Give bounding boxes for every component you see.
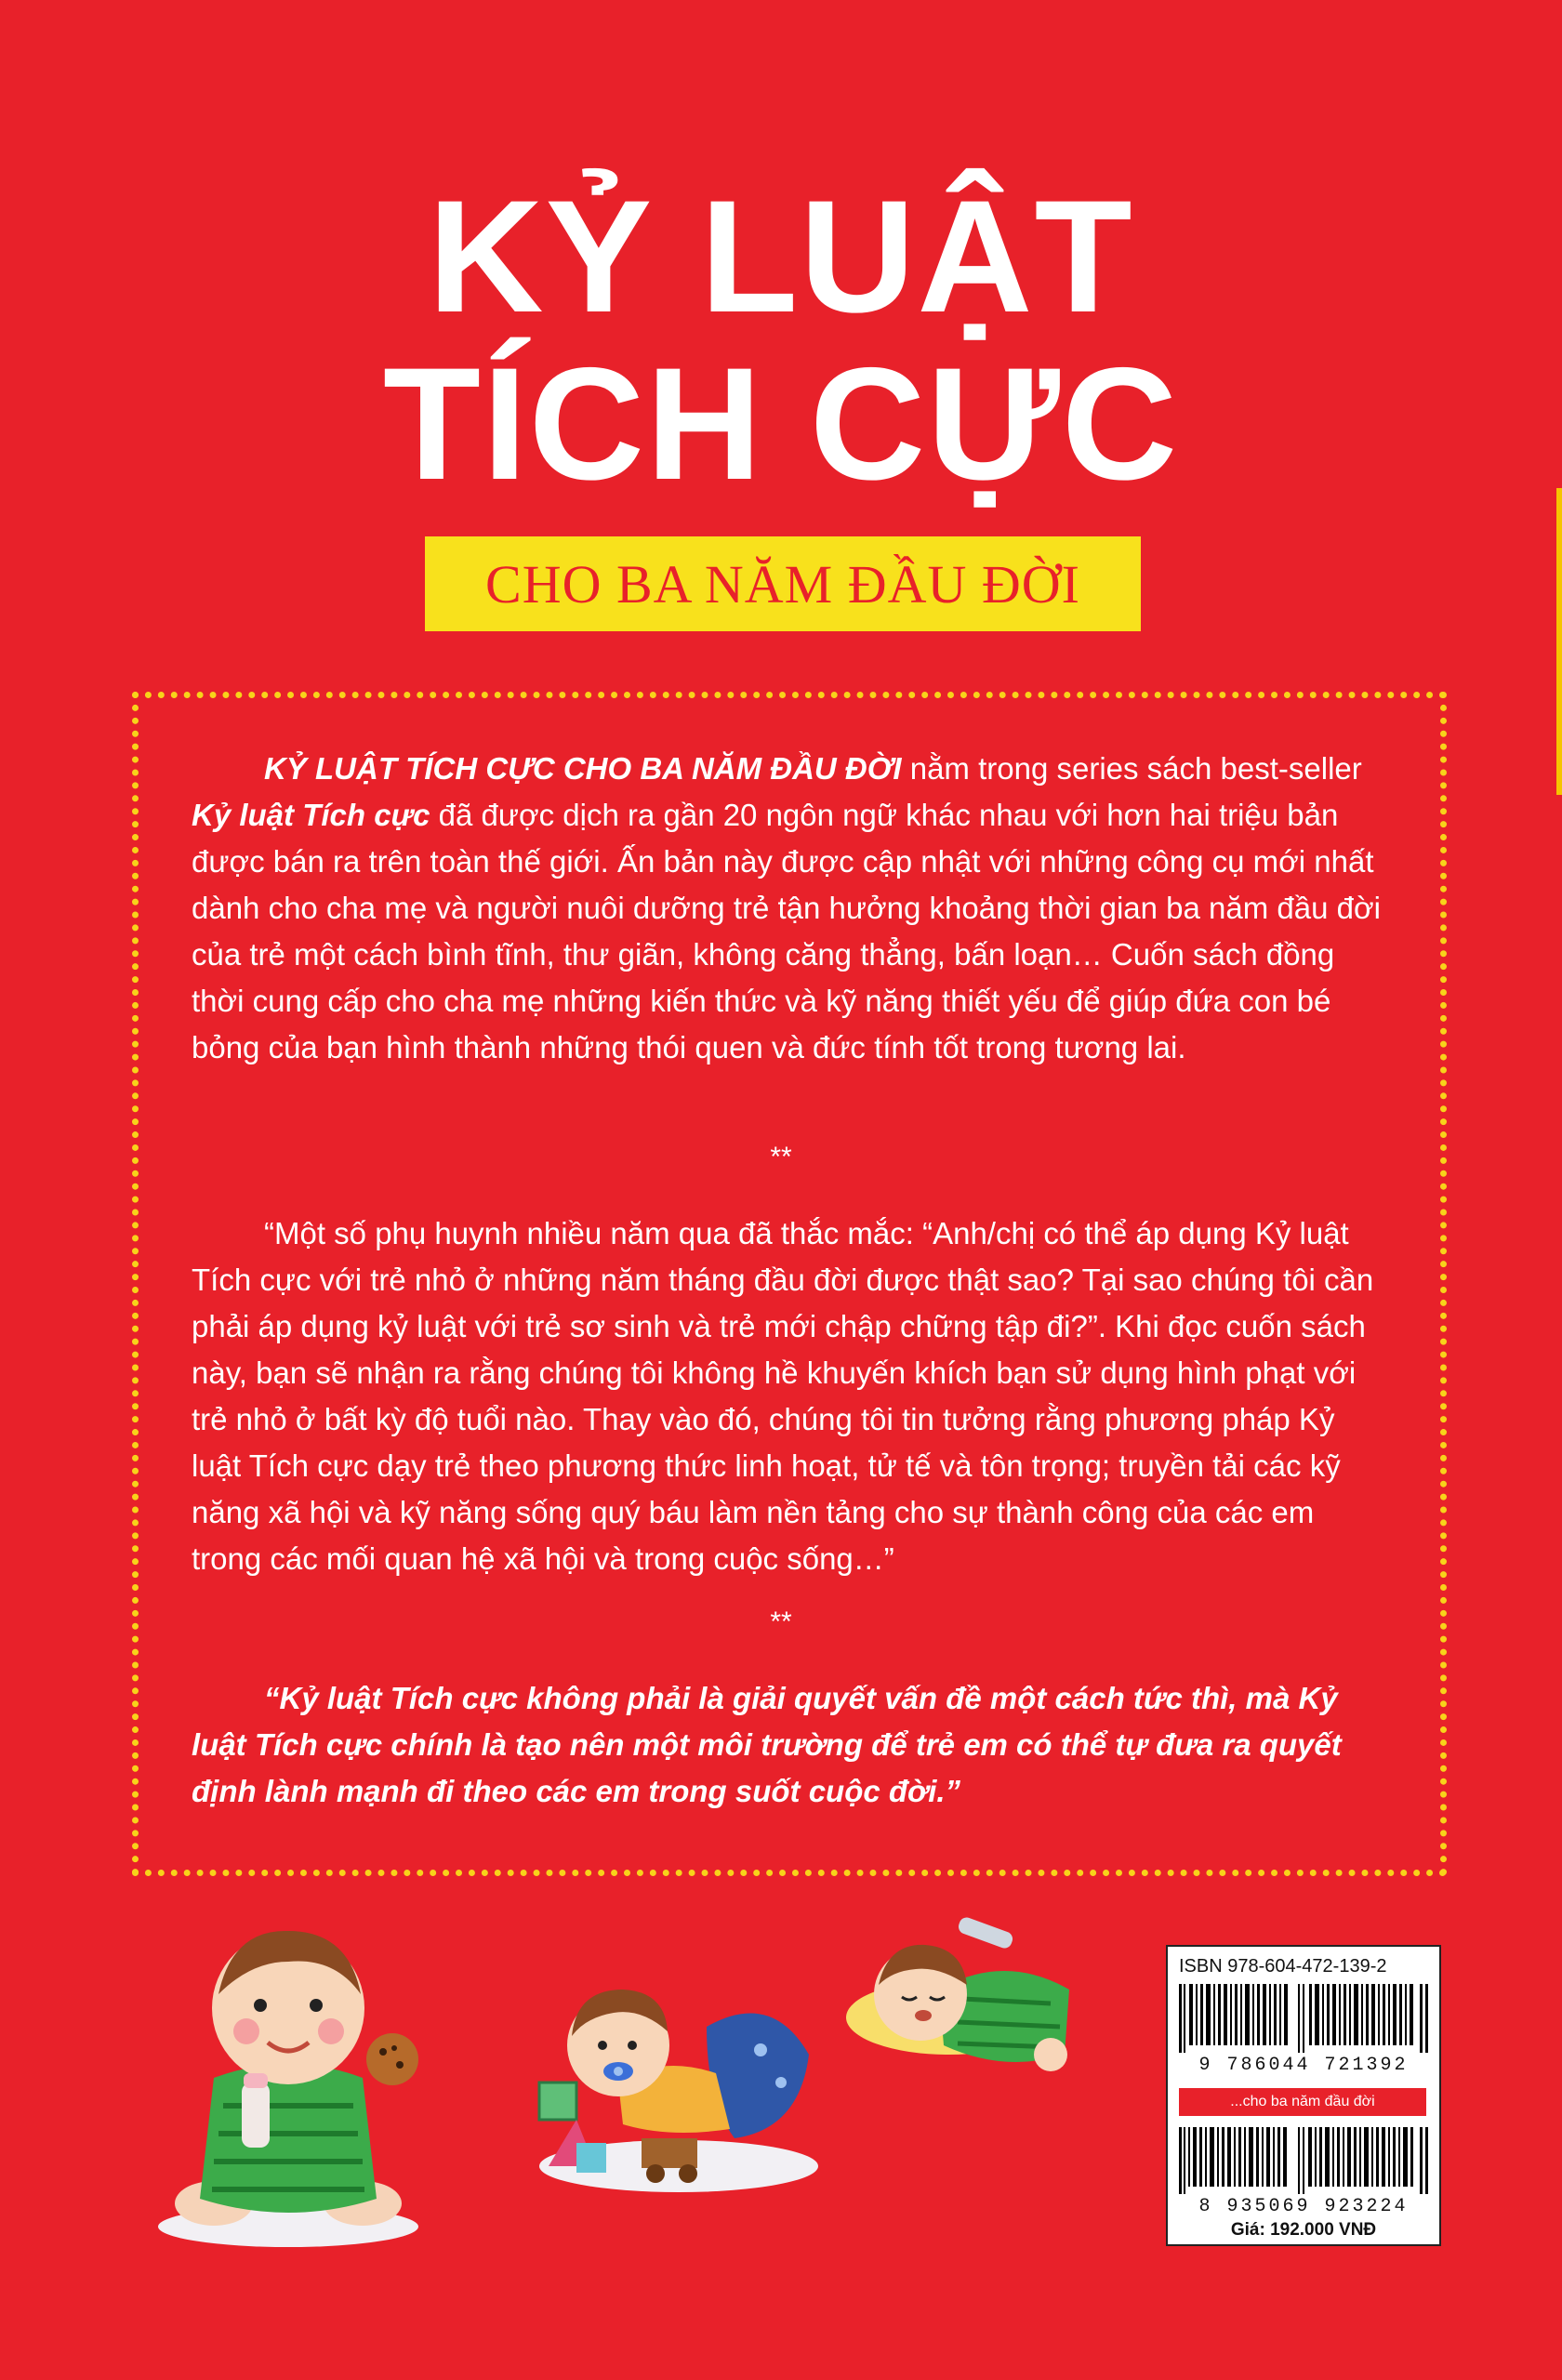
blurb-series-name: Kỷ luật Tích cực bbox=[192, 798, 430, 832]
sleeping-baby-illustration bbox=[837, 1915, 1097, 2092]
book-subtitle: CHO BA NĂM ĐẦU ĐỜI bbox=[485, 553, 1080, 615]
blurb-paragraph-2-text: “Một số phụ huynh nhiều năm qua đã thắc mắc: “Anh/chị có thể áp dụng Kỷ luật Tích cực với trẻ nhỏ ở những năm tháng đầu đời được thật sao? Tại sao chúng tôi cần phải áp dụng kỷ luật với trẻ sơ sinh và trẻ mới chập chững tập đi?”. Khi đọc cuốn sách này, bạn sẽ nhận ra rằng chúng tôi không hề khuyến khích bạn sử dụng hình phạt với trẻ nhỏ ở bất kỳ độ tuổi nào. Thay vào đó, chúng tôi tin tưởng rằng phương pháp Kỷ luật Tích cực dạy trẻ theo phương thức linh hoạt, tử tế và tôn trọng; truyền tải các kỹ năng xã hội và kỹ năng sống quý báu làm nền tảng cho sự thành công của các em trong các mối quan hệ xã hội và trong cuộc sống…” bbox=[192, 1216, 1374, 1576]
barcode-title-strip: ...cho ba năm đầu đời bbox=[1179, 2088, 1426, 2116]
price-label: Giá: 192.000 VNĐ bbox=[1230, 2220, 1377, 2240]
blurb-quote bbox=[192, 1675, 1382, 1815]
blurb-mid-text: nằm trong series sách best-seller bbox=[901, 751, 1362, 786]
blurb-rest-text: đã được dịch ra gần 20 ngôn ngữ khác nhau với hơn hai triệu bản được bán ra trên toàn thế giới. Ấn bản này được cập nhật với những công cụ mới nhất dành cho cha mẹ và người nuôi dưỡng trẻ tận hưởng khoảng thời gian ba năm đầu đời của trẻ một cách bình tĩnh, thư giãn, không căng thẳng, bấn loạn… Cuốn sách đồng thời cung cấp cho cha mẹ những kiến thức và kỹ năng thiết yếu để giúp đứa con bé bỏng của bạn hình thành những thói quen và đức tính tốt trong tương lai. bbox=[192, 798, 1381, 1064]
blurb-paragraph-1 bbox=[192, 746, 1382, 1071]
ean-barcode bbox=[1179, 2127, 1428, 2194]
isbn-digits: 9 786044 721392 bbox=[1198, 2055, 1409, 2076]
barcode-panel bbox=[1166, 1945, 1441, 2246]
book-title-line2: TÍCH CỰC bbox=[382, 335, 1180, 513]
separator-2: ** bbox=[770, 1606, 792, 1637]
ean-digits: 8 935069 923224 bbox=[1198, 2196, 1409, 2217]
sitting-baby-illustration bbox=[149, 1920, 428, 2254]
spine-edge-line bbox=[1556, 488, 1562, 795]
crawling-baby-illustration bbox=[530, 1952, 818, 2203]
book-title-line1: KỶ LUẬT bbox=[428, 167, 1134, 346]
isbn-label: ISBN 978-604-472-139-2 bbox=[1179, 1956, 1387, 1977]
blurb-quote-text: “Kỷ luật Tích cực không phải là giải quyết vấn đề một cách tức thì, mà Kỷ luật Tích cực chính là tạo nên một môi trường để trẻ em có thể tự đưa ra quyết định lành mạnh đi theo các em trong suốt cuộc đời.” bbox=[192, 1681, 1342, 1808]
blurb-paragraph-2 bbox=[192, 1210, 1382, 1582]
blurb-lead-title: KỶ LUẬT TÍCH CỰC CHO BA NĂM ĐẦU ĐỜI bbox=[264, 751, 902, 786]
subtitle-band bbox=[425, 536, 1141, 631]
isbn-barcode bbox=[1179, 1984, 1428, 2053]
separator-1: ** bbox=[770, 1142, 792, 1172]
